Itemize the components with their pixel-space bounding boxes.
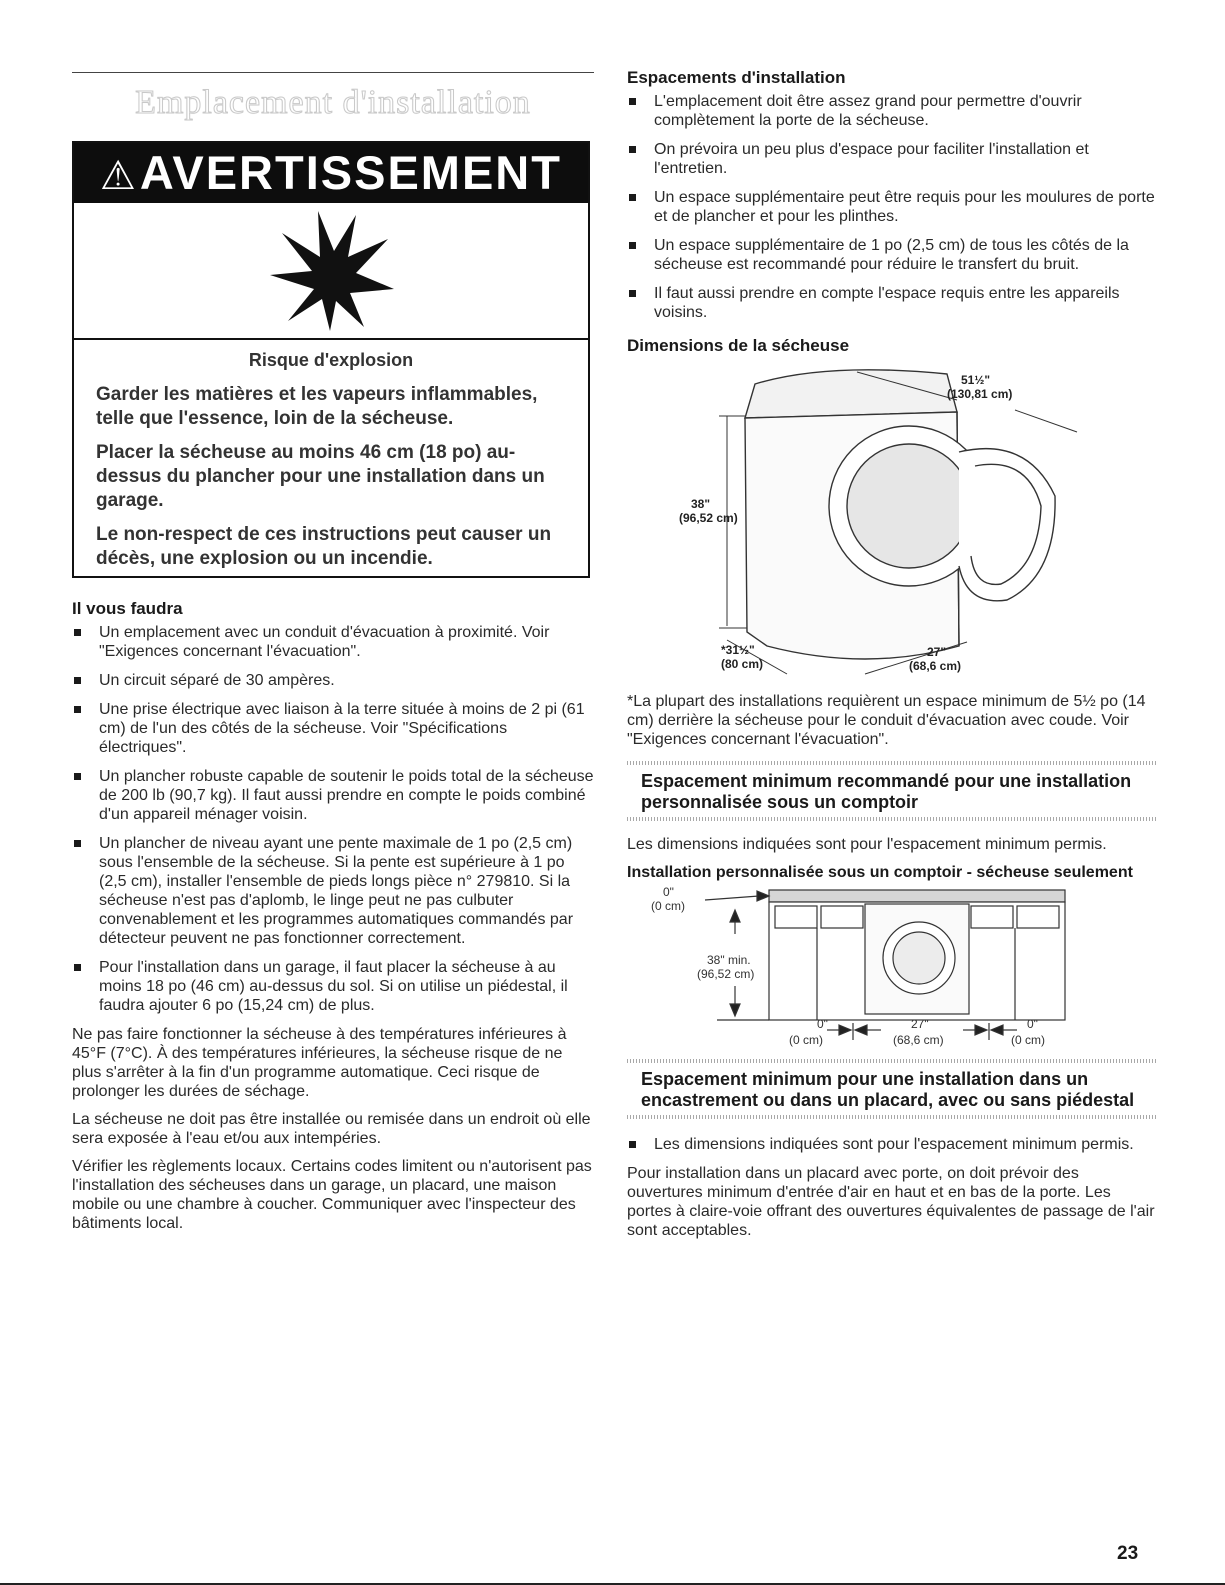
recessed-list xyxy=(627,1135,1157,1154)
paragraph: La sécheuse ne doit pas être installée ou remisée dans un endroit où elle sera exposée à l'eau et/ou aux intempéries. xyxy=(72,1111,591,1147)
list-item: On prévoira un peu plus d'espace pour faciliter l'installation et l'entretien. xyxy=(627,140,1157,178)
warning-header xyxy=(74,143,588,203)
list-item: L'emplacement doit être assez grand pour permettre d'ouvrir complètement la porte de la sécheuse. xyxy=(627,92,1157,130)
dim-height-cm: (96,52 cm) xyxy=(679,511,738,525)
list-item: Un plancher de niveau ayant une pente maximale de 1 po (2,5 cm) sous l'ensemble de la sécheuse. Si la pente est supérieure à 1 po (2,5 cm), installer l'ensemble de pieds longs pièce n° 279810. Si la sécheuse n'est pas d'aplomb, le linge peut ne pas culbuter convenablement et les programmes automatiques commandés par détecteur peuvent ne pas fonctionner correctement. xyxy=(72,834,594,948)
ct-left-value: 0" xyxy=(817,1017,828,1031)
countertop-subheading: Installation personnalisée sous un comptoir - sécheuse seulement xyxy=(627,864,1133,881)
ct-top-cm: (0 cm) xyxy=(651,899,685,913)
list-item: Une prise électrique avec liaison à la terre située à moins de 2 pi (61 cm) de l'un des côtés de la sécheuse. Voir "Spécifications électriques". xyxy=(72,700,594,757)
paragraph: Vérifier les règlements locaux. Certains codes limitent ou n'autorisent pas l'installation des sécheuses dans un garage, un placard, une maison mobile ou une chambre à coucher. Communiquer avec l'inspecteur des bâtiments local. xyxy=(72,1158,592,1232)
warning-header-text: AVERTISSEMENT xyxy=(139,146,562,199)
countertop-text: Les dimensions indiquées sont pour l'espacement minimum permis. xyxy=(627,836,1107,853)
list-item: Il faut aussi prendre en compte l'espace requis entre les appareils voisins. xyxy=(627,284,1157,322)
warning-subtitle: Risque d'explosion xyxy=(248,350,414,370)
list-item: Pour l'installation dans un garage, il faut placer la sécheuse à au moins 18 po (46 cm) au-dessus du sol. Si on utilise un piédestal, il faudra ajouter 6 po (15,24 cm) de plus. xyxy=(72,958,594,1015)
explosion-icon xyxy=(260,211,400,333)
dim-width: 27" xyxy=(927,645,947,659)
top-rule xyxy=(72,72,594,73)
list-item: Un espace supplémentaire peut être requis pour les moulures de porte et de plancher et pour les plinthes. xyxy=(627,188,1157,226)
warning-triangle-icon: ⚠ xyxy=(100,154,138,198)
spacing-heading: Espacements d'installation xyxy=(627,68,846,87)
ct-right-cm: (0 cm) xyxy=(1011,1033,1045,1047)
list-item: Un circuit séparé de 30 ampères. xyxy=(72,671,594,690)
stripe-divider xyxy=(627,1115,1157,1119)
page-number: 23 xyxy=(1117,1543,1139,1564)
dim-width-cm: (68,6 cm) xyxy=(909,659,962,673)
stripe-divider xyxy=(627,817,1157,821)
recessed-text: Pour installation dans un placard avec porte, on doit prévoir des ouvertures minimum d'entrée d'air en haut et en bas de la porte. Les portes à claire-voie offrant des ouvertures équivalentes de passage de l'air sont acceptables. xyxy=(627,1165,1155,1239)
warning-illustration xyxy=(74,203,588,340)
list-item: Un emplacement avec un conduit d'évacuation à proximité. Voir "Exigences concernant l'évacuation". xyxy=(72,623,594,661)
list-item: Les dimensions indiquées sont pour l'espacement minimum permis. xyxy=(627,1135,1157,1154)
list-item: Un plancher robuste capable de soutenir le poids total de la sécheuse de 200 lb (90,7 kg). Il faut aussi prendre en compte le poids combiné d'un appareil ménager voisin. xyxy=(72,767,594,824)
list-item: Un espace supplémentaire de 1 po (2,5 cm) de tous les côtés de la sécheuse est recommandé pour réduire le transfert du bruit. xyxy=(627,236,1157,274)
recessed-heading: Espacement minimum pour une installation dans un encastrement ou dans un placard, avec ou sans piédestal xyxy=(641,1069,1135,1110)
dim-depth-cm: (80 cm) xyxy=(721,657,764,671)
countertop-diagram xyxy=(627,882,1157,1057)
spacing-list xyxy=(627,92,1157,322)
ct-width-cm: (68,6 cm) xyxy=(893,1033,944,1047)
warning-box xyxy=(72,141,590,578)
ct-top-value: 0" xyxy=(663,885,674,899)
dim-depth-open-cm: (130,81 cm) xyxy=(947,387,1013,401)
left-column xyxy=(72,599,594,1242)
warning-line-2: Placer la sécheuse au moins 46 cm (18 po) au-dessus du plancher pour une installation dans un garage. xyxy=(96,442,545,511)
ct-left-cm: (0 cm) xyxy=(789,1033,823,1047)
ct-height-cm: (96,52 cm) xyxy=(697,967,755,981)
countertop-heading: Espacement minimum recommandé pour une installation personnalisée sous un comptoir xyxy=(641,771,1132,812)
section-title: Emplacement d'installation xyxy=(135,84,531,121)
warning-line-1: Garder les matières et les vapeurs inflammables, telle que l'essence, loin de la sécheuse. xyxy=(96,384,538,429)
dimensions-note: *La plupart des installations requièrent un espace minimum de 5½ po (14 cm) derrière la sécheuse pour le conduit d'évacuation avec coude. Voir "Exigences concernant l'évacuation". xyxy=(627,693,1146,748)
dimensions-heading: Dimensions de la sécheuse xyxy=(627,336,850,355)
dryer-dimensions-diagram xyxy=(627,356,1157,686)
needs-heading: Il vous faudra xyxy=(72,599,183,618)
right-column xyxy=(627,68,1157,1249)
needs-list xyxy=(72,623,594,1015)
ct-width-value: 27" xyxy=(911,1017,929,1031)
warning-line-3: Le non-respect de ces instructions peut causer un décès, une explosion ou un incendie. xyxy=(96,524,552,569)
dim-depth: *31½" xyxy=(721,643,755,657)
ct-height-value: 38" min. xyxy=(707,953,751,967)
dim-height: 38" xyxy=(691,497,711,511)
dim-depth-open: 51½" xyxy=(961,373,991,387)
ct-right-value: 0" xyxy=(1027,1017,1038,1031)
paragraph: Ne pas faire fonctionner la sécheuse à des températures inférieures à 45°F (7°C). À des températures inférieures, la sécheuse risque de ne plus s'arrêter à la fin d'un programme automatique. Ceci risque de prolonger les durées de séchage. xyxy=(72,1026,567,1100)
